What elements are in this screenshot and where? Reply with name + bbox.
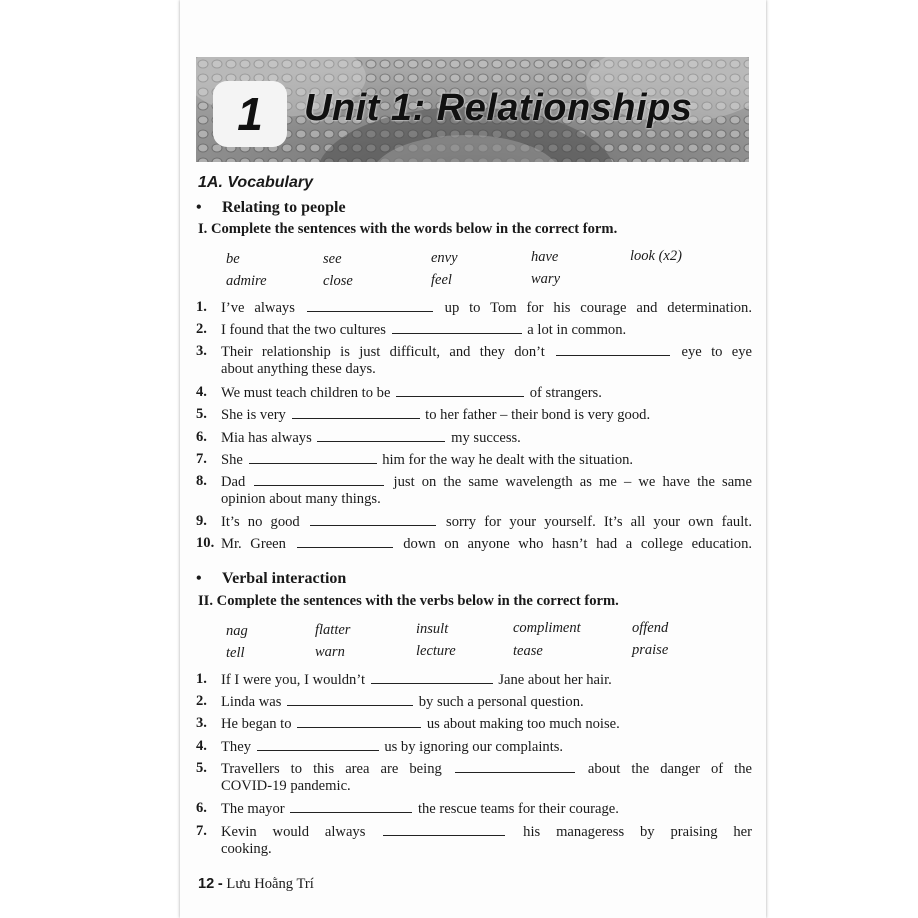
item-text-before: Mr. Green [221,536,286,552]
word-bank-item: admire [226,273,267,289]
item-text-after: eye to eye [681,344,753,360]
item-number: 3. [196,715,207,731]
item-text-before: He began to [221,716,292,732]
item-number: 6. [196,429,207,445]
item-text [221,714,752,734]
word-bank-item: wary [531,271,560,287]
subsection-heading [196,199,346,217]
item-text-after: the rescue teams for their courage. [417,801,619,817]
item-text-before: Kevin would always [221,824,366,840]
answer-blank[interactable] [297,534,393,548]
word-bank-item: offend [632,620,669,636]
item-text [221,320,752,340]
item-text [221,298,752,318]
item-text [221,534,752,554]
word-bank-item: tell [226,645,245,661]
item-text [221,383,752,403]
item-text-after: sorry for your yourself. It’s all your own fault. [446,514,752,530]
item-text-before: Dad [221,474,246,490]
answer-blank[interactable] [556,342,670,356]
answer-blank[interactable] [383,822,505,836]
exercise-instruction: II. Complete the sentences with the verbs below in the correct form. [198,593,619,609]
item-text-before: Travellers to this area are being [221,761,442,777]
unit-number-badge: 1 [213,81,287,147]
answer-blank[interactable] [455,759,575,773]
item-text-after: of strangers. [529,385,602,401]
item-text [221,428,752,448]
word-bank-item: tease [513,643,543,659]
word-bank-item: flatter [315,622,351,638]
item-text-after: us by ignoring our complaints. [384,739,564,755]
item-text-continuation: opinion about many things. [221,491,381,507]
answer-blank[interactable] [254,472,384,486]
word-bank-item: compliment [513,620,581,636]
item-number: 2. [196,693,207,709]
answer-blank[interactable] [371,670,493,684]
answer-blank[interactable] [307,298,433,312]
item-text [221,759,752,779]
item-text-after: my success. [451,430,521,446]
item-text-before: Mia has always [221,430,312,446]
word-bank-item: insult [416,621,449,637]
workbook-page [180,0,766,918]
item-text-after: up to Tom for his courage and determination. [444,300,752,316]
item-text-before: She [221,452,243,468]
subsection-title: Relating to people [222,199,346,216]
item-text [221,737,752,757]
item-text-after: him for the way he dealt with the situation. [382,452,634,468]
item-number: 10. [196,535,215,551]
item-number: 3. [196,343,207,359]
bullet-icon: • [196,199,202,216]
item-text-before: The mayor [221,801,285,817]
subsection-heading [196,570,346,588]
item-text-after: by such a personal question. [418,694,584,710]
word-bank-item: see [323,251,342,267]
word-bank-item: have [531,249,559,265]
item-number: 1. [196,299,207,315]
word-bank-item: feel [431,272,452,288]
answer-blank[interactable] [392,320,522,334]
item-text [221,405,752,425]
subsection-title: Verbal interaction [222,570,347,587]
item-text-before: It’s no good [221,514,300,530]
exercise-instruction: I. Complete the sentences with the words below in the correct form. [198,221,618,237]
item-number: 9. [196,513,207,529]
item-number: 4. [196,738,207,754]
item-text [221,342,752,362]
item-text [221,512,752,532]
word-bank-item: warn [315,644,345,660]
item-text-before: I’ve always [221,300,295,316]
unit-title: Unit 1: Relationships [304,87,693,129]
item-text-after: Jane about her hair. [498,672,612,688]
item-text-after: just on the same wavelength as me – we have the same [393,474,753,490]
item-text [221,822,752,842]
item-number: 5. [196,760,207,776]
word-bank-item: look (x2) [630,248,682,264]
item-text [221,799,752,819]
answer-blank[interactable] [287,692,413,706]
item-text [221,450,752,470]
item-text-after: his manageress by praising her [523,824,752,840]
page-footer [198,876,314,893]
item-text [221,692,752,712]
item-number: 8. [196,473,207,489]
answer-blank[interactable] [297,714,421,728]
item-text-after: us about making too much noise. [426,716,620,732]
answer-blank[interactable] [257,737,379,751]
unit-banner [196,57,749,162]
word-bank-item: be [226,251,240,267]
word-bank-item: close [323,273,353,289]
answer-blank[interactable] [396,383,524,397]
item-text-after: a lot in common. [527,322,627,338]
item-text-before: We must teach children to be [221,385,391,401]
item-number: 7. [196,451,207,467]
item-text-continuation: cooking. [221,841,272,857]
answer-blank[interactable] [249,450,377,464]
author-name: Lưu Hoằng Trí [226,876,314,892]
item-text-before: If I were you, I wouldn’t [221,672,366,688]
word-bank-item: nag [226,623,248,639]
section-title: 1A. Vocabulary [198,174,314,191]
word-bank-item: praise [632,642,669,658]
answer-blank[interactable] [292,405,420,419]
item-text-after: to her father – their bond is very good. [425,407,651,423]
item-text-continuation: COVID-19 pandemic. [221,778,351,794]
bullet-icon: • [196,570,202,587]
item-number: 2. [196,321,207,337]
answer-blank[interactable] [290,799,412,813]
item-number: 5. [196,406,207,422]
answer-blank[interactable] [310,512,436,526]
item-text-continuation: about anything these days. [221,361,376,377]
item-text [221,472,752,492]
page-number: 12 [198,876,215,892]
item-text-before: Linda was [221,694,282,710]
footer-separator: - [217,876,223,892]
item-text-before: She is very [221,407,286,423]
item-text [221,670,752,690]
item-number: 4. [196,384,207,400]
item-text-after: about the danger of the [587,761,752,777]
answer-blank[interactable] [317,428,445,442]
word-bank-item: lecture [416,643,456,659]
item-number: 7. [196,823,207,839]
item-text-before: Their relationship is just difficult, and they don’t [221,344,545,360]
item-text-before: They [221,739,251,755]
item-text-after: down on anyone who hasn’t had a college education. [403,536,753,552]
word-bank-item: envy [431,250,458,266]
item-text-before: I found that the two cultures [221,322,386,338]
item-number: 6. [196,800,207,816]
item-number: 1. [196,671,207,687]
